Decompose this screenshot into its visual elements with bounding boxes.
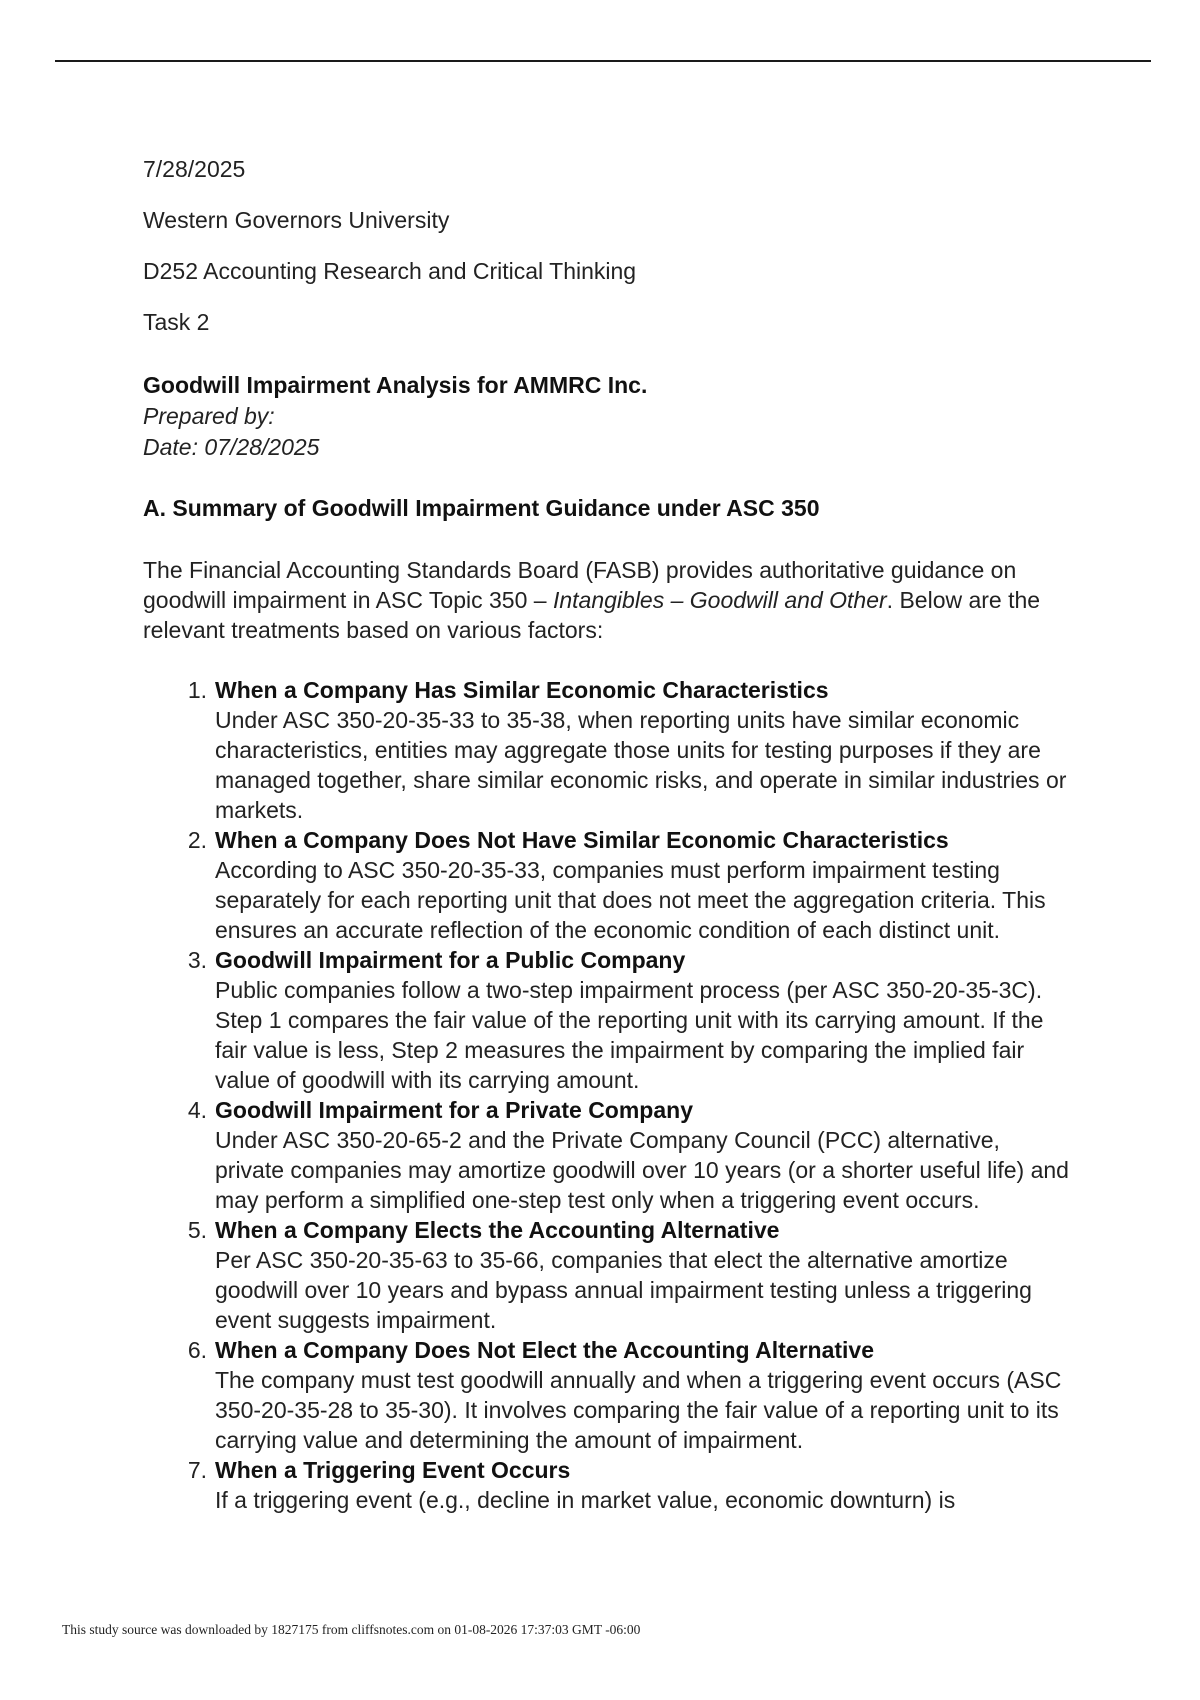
section-a-heading: A. Summary of Goodwill Impairment Guidance under ASC 350 — [143, 495, 820, 521]
header-date: 7/28/2025 — [143, 156, 246, 182]
list-item-number: 6. — [187, 1337, 207, 1363]
intro-text-end: . Below are the relevant treatments based on various factors: — [143, 587, 1041, 643]
list-item — [187, 945, 1073, 1095]
guidance-list — [143, 675, 1073, 1515]
list-item — [187, 825, 1073, 945]
list-item-title: Goodwill Impairment for a Private Company — [215, 1097, 693, 1123]
list-item-title: When a Company Has Similar Economic Characteristics — [215, 677, 829, 703]
list-item-number: 7. — [187, 1457, 207, 1483]
list-item-title: When a Company Does Not Have Similar Economic Characteristics — [215, 827, 949, 853]
list-item-body: Under ASC 350-20-35-33 to 35-38, when reporting units have similar economic characteristics, entities may aggregate those units for testing purposes if they are managed together, share similar economic risks, and operate in similar industries or markets. — [215, 707, 1067, 823]
list-item-number: 1. — [187, 677, 207, 703]
list-item — [187, 1335, 1073, 1455]
list-item-title: When a Company Does Not Elect the Accounting Alternative — [215, 1337, 874, 1363]
header-task: Task 2 — [143, 309, 210, 335]
header-university: Western Governors University — [143, 207, 450, 233]
list-item — [187, 675, 1073, 825]
title-block — [143, 370, 1073, 463]
document-title: Goodwill Impairment Analysis for AMMRC Inc. — [143, 372, 648, 398]
download-source-note: This study source was downloaded by 1827175 from cliffsnotes.com on 01-08-2026 17:37:03 GMT -06:00 — [62, 1622, 641, 1637]
top-divider — [55, 60, 1151, 62]
intro-topic-title: Intangibles – Goodwill and Other — [552, 587, 887, 613]
list-item-body: According to ASC 350-20-35-33, companies must perform impairment testing separately for each reporting unit that does not meet the aggregation criteria. This ensures an accurate reflection of the economic condition of each distinct unit. — [215, 857, 1046, 943]
list-item-body: If a triggering event (e.g., decline in market value, economic downturn) is — [215, 1487, 956, 1513]
list-item-body: Under ASC 350-20-65-2 and the Private Company Council (PCC) alternative, private companies may amortize goodwill over 10 years (or a shorter useful life) and may perform a simplified one-step test only when a triggering event occurs. — [215, 1127, 1069, 1213]
document-body — [143, 154, 1073, 1515]
list-item-number: 5. — [187, 1217, 207, 1243]
list-item-body: The company must test goodwill annually and when a triggering event occurs (ASC 350-20-35-28 to 35-30). It involves comparing the fair value of a reporting unit to its carrying value and determining the amount of impairment. — [215, 1367, 1062, 1453]
document-date: Date: 07/28/2025 — [143, 434, 320, 460]
list-item — [187, 1215, 1073, 1335]
intro-text-start: The Financial Accounting Standards Board (FASB) provides authoritative guidance on goodwill impairment in ASC Topic 350 – — [143, 557, 1017, 613]
header-course: D252 Accounting Research and Critical Thinking — [143, 258, 637, 284]
list-item-title: When a Triggering Event Occurs — [215, 1457, 571, 1483]
list-item-title: Goodwill Impairment for a Public Company — [215, 947, 686, 973]
list-item — [187, 1095, 1073, 1215]
list-item-number: 2. — [187, 827, 207, 853]
list-item-body: Per ASC 350-20-35-63 to 35-66, companies that elect the alternative amortize goodwill over 10 years and bypass annual impairment testing unless a triggering event suggests impairment. — [215, 1247, 1032, 1333]
section-a-intro — [143, 555, 1073, 645]
list-item-number: 3. — [187, 947, 207, 973]
list-item-number: 4. — [187, 1097, 207, 1123]
prepared-by: Prepared by: — [143, 403, 275, 429]
list-item-body: Public companies follow a two-step impairment process (per ASC 350-20-35-3C). Step 1 compares the fair value of the reporting unit with its carrying amount. If the fair value is less, Step 2 measures the impairment by comparing the implied fair value of goodwill with its carrying amount. — [215, 977, 1044, 1093]
list-item — [187, 1455, 1073, 1515]
list-item-title: When a Company Elects the Accounting Alternative — [215, 1217, 780, 1243]
